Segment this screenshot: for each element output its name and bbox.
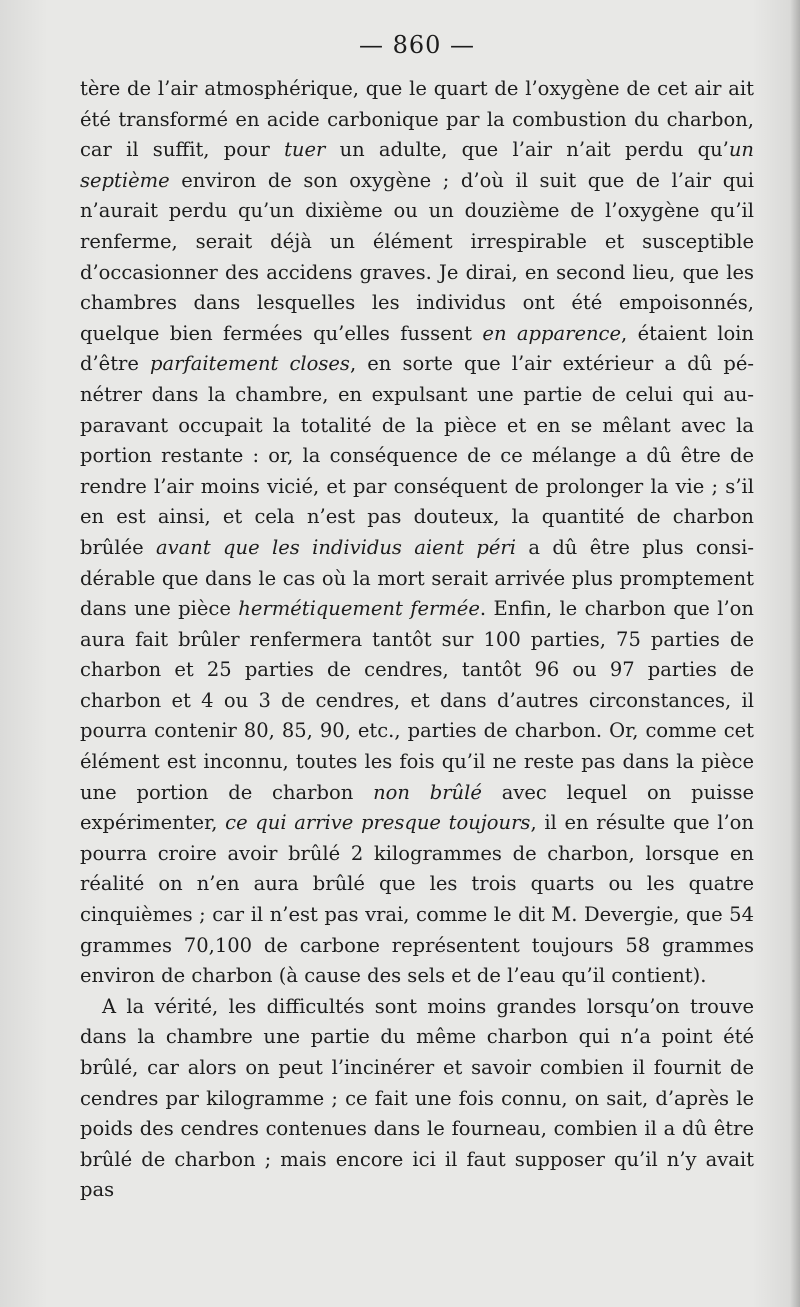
paragraph-1-seg-3: un septième [80,138,754,192]
paragraph-2-seg-0: A la vérité, les difficultés sont moins grandes lorsqu’on trouve dans la chambre une partie du même charbon qui n’a point été brûlé, car alors on peut l’incinérer et savoir combien il fournit de cendres par kilogramme ; ce fait une fois connu, on sait, d’après le poids des cendres contenues dans le fourneau, combien il a dû être brûlé de charbon ; mais encore ici il faut supposer qu’il n’y avait pas [80,994,754,1202]
paragraph-1-seg-13: non brûlé [373,780,482,804]
paragraph-1-seg-9: avant que les individus aient péri [156,535,516,559]
paragraph-1-seg-7: parfaitement closes [150,352,350,376]
page-spine-shadow [790,0,800,1307]
paragraph-1-seg-12: . Enfin, le charbon que l’on aura fait brûler renfermera tantôt sur 100 parties, 75 parties de charbon et 25 parties de cendres, tantôt 96 ou 97 parties de charbon et 4 ou 3 de cendres, et dans d’autres circonstances, il pourra contenir 80, 85, 90, etc., parties de charbon. Or, comme cet élément est inconnu, toutes les fois qu’il ne reste pas dans la pièce une portion de charbon [80,597,754,804]
paragraph-1-seg-8: , en sorte que l’air extérieur a dû pénétrer dans la chambre, en expulsant une partie de celui qui auparavant occupait la totalité de la pièce et en se mêlant avec la portion restante : or, la conséquence de ce mélange a dû être de rendre l’air moins vicié, et par conséquent de prolonger la vie ; s’il en est ainsi, et cela n’est pas douteux, la quantité de charbon brûlée [80,352,754,559]
paragraph-1 [80,74,754,992]
paragraph-1-seg-4: environ de son oxygène ; d’où il suit que de l’air qui n’aurait perdu qu’un dixième ou un douzième de l’oxygène qu’il renferme, serait déjà un élément irrespirable et susceptible d’occasionner des accidens graves. Je dirai, en second lieu, que les chambres dans lesquelles les individus ont été empoisonnés, quelque bien fermées qu’elles fussent [80,168,754,345]
paragraph-1-seg-1: tuer [284,138,326,162]
paragraph-1-seg-15: ce qui arrive presque toujours [225,811,531,835]
paragraph-1-seg-5: en apparence [482,321,622,345]
paragraph-1-seg-16: , il en résulte que l’on pourra croire avoir brûlé 2 kilogrammes de charbon, lorsque en réalité on n’en aura brûlé que les trois quarts ou les quatre cinquièmes ; car il n’est pas vrai, comme le dit M. Devergie, que 54 grammes 70,100 de carbone représentent toujours 58 grammes environ de charbon (à cause des sels et de l’eau qu’il contient). [80,811,754,988]
paragraph-1-seg-10: a dû être plus considérable que dans le cas où la mort serait arrivée plus promptement dans une pièce [80,535,754,621]
paragraph-1-seg-2: un adulte, que l’air n’ait perdu qu’ [325,138,729,162]
page-number: — 860 — [358,31,476,59]
paragraph-1-seg-14: avec lequel on puisse expérimenter, [80,780,755,835]
paragraph-1-seg-0: tère de l’air atmosphérique, que le quart de l’oxygène de cet air ait été transformé en acide carbonique par la combustion du charbon, car il suffit, pour [80,77,754,162]
paragraph-1-seg-6: , étaient loin d’être [80,321,754,376]
paragraph-2 [80,992,754,1206]
paragraph-1-seg-11: hermétiquement fermée [238,597,480,621]
